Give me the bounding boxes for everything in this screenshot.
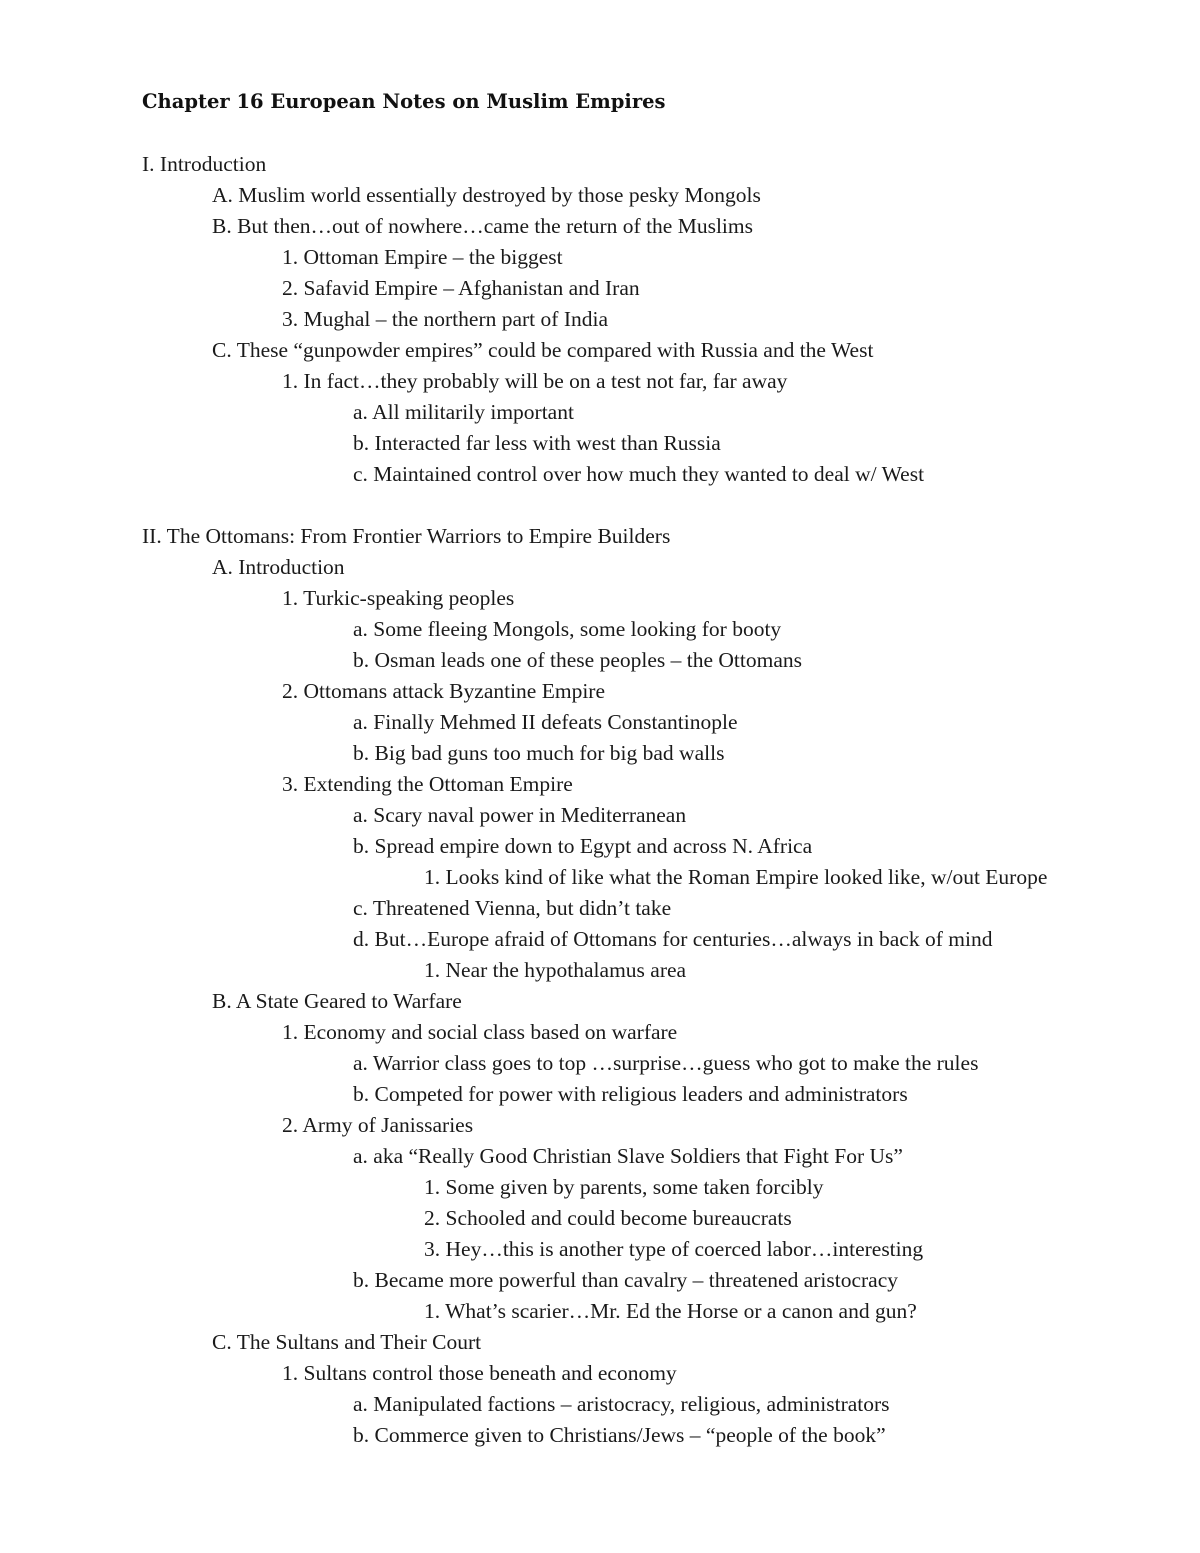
- outline-item-level-1: C. These “gunpowder empires” could be compared with Russia and the West: [212, 338, 874, 362]
- outline-item-level-4: 2. Schooled and could become bureaucrats: [424, 1206, 792, 1230]
- outline-item-level-3: b. Spread empire down to Egypt and across N. Africa: [353, 834, 813, 858]
- outline-item-level-3: a. All militarily important: [353, 400, 574, 424]
- outline-item-level-3: b. Osman leads one of these peoples – the Ottomans: [353, 648, 803, 672]
- outline-item-level-3: a. Manipulated factions – aristocracy, religious, administrators: [353, 1392, 890, 1416]
- outline-item-level-1: A. Introduction: [212, 555, 345, 579]
- outline-item-level-0: I. Introduction: [142, 152, 267, 176]
- outline-item-level-3: a. aka “Really Good Christian Slave Soldiers that Fight For Us”: [353, 1144, 903, 1168]
- outline-item-level-1: B. A State Geared to Warfare: [212, 989, 462, 1013]
- outline-item-level-4: 1. Near the hypothalamus area: [424, 958, 687, 982]
- outline-item-level-3: a. Warrior class goes to top …surprise…guess who got to make the rules: [353, 1051, 979, 1075]
- outline-item-level-4: 1. Looks kind of like what the Roman Empire looked like, w/out Europe: [424, 865, 1048, 889]
- outline-list: [0, 149, 1200, 1451]
- outline-item-level-3: a. Scary naval power in Mediterranean: [353, 803, 687, 827]
- outline-item-level-1: C. The Sultans and Their Court: [212, 1330, 482, 1354]
- outline-item-level-2: 3. Mughal – the northern part of India: [282, 307, 608, 331]
- outline-item-level-2: 1. Turkic-speaking peoples: [282, 586, 515, 610]
- outline-item-level-2: 1. Economy and social class based on warfare: [282, 1020, 678, 1044]
- outline-item-level-3: b. Interacted far less with west than Russia: [353, 431, 721, 455]
- outline-item-level-2: 2. Ottomans attack Byzantine Empire: [282, 679, 606, 703]
- outline-item-level-1: B. But then…out of nowhere…came the return of the Muslims: [212, 214, 753, 238]
- outline-item-level-2: 3. Extending the Ottoman Empire: [282, 772, 573, 796]
- outline-item-level-2: 2. Army of Janissaries: [282, 1113, 474, 1137]
- outline-item-level-2: 1. Sultans control those beneath and economy: [282, 1361, 677, 1385]
- outline-item-level-2: 1. Ottoman Empire – the biggest: [282, 245, 563, 269]
- outline-item-level-1: A. Muslim world essentially destroyed by those pesky Mongols: [212, 183, 761, 207]
- outline-item-level-3: a. Finally Mehmed II defeats Constantinople: [353, 710, 738, 734]
- blank-line: [0, 490, 1200, 521]
- outline-item-level-4: 1. What’s scarier…Mr. Ed the Horse or a canon and gun?: [424, 1299, 917, 1323]
- outline-item-level-3: d. But…Europe afraid of Ottomans for centuries…always in back of mind: [353, 927, 993, 951]
- document-title: Chapter 16 European Notes on Muslim Empires: [142, 90, 666, 113]
- outline-item-level-3: c. Threatened Vienna, but didn’t take: [353, 896, 672, 920]
- outline-item-level-4: 3. Hey…this is another type of coerced labor…interesting: [424, 1237, 924, 1261]
- outline-item-level-3: b. Big bad guns too much for big bad walls: [353, 741, 725, 765]
- outline-item-level-3: b. Became more powerful than cavalry – threatened aristocracy: [353, 1268, 899, 1292]
- outline-item-level-2: 1. In fact…they probably will be on a test not far, far away: [282, 369, 788, 393]
- outline-item-level-4: 1. Some given by parents, some taken forcibly: [424, 1175, 824, 1199]
- outline-item-level-3: b. Commerce given to Christians/Jews – “people of the book”: [353, 1423, 886, 1447]
- outline-item-level-3: a. Some fleeing Mongols, some looking for booty: [353, 617, 782, 641]
- outline-item-level-3: c. Maintained control over how much they wanted to deal w/ West: [353, 462, 925, 486]
- outline-item-level-3: b. Competed for power with religious leaders and administrators: [353, 1082, 908, 1106]
- outline-item-level-2: 2. Safavid Empire – Afghanistan and Iran: [282, 276, 640, 300]
- outline-item-level-0: II. The Ottomans: From Frontier Warriors to Empire Builders: [142, 524, 671, 548]
